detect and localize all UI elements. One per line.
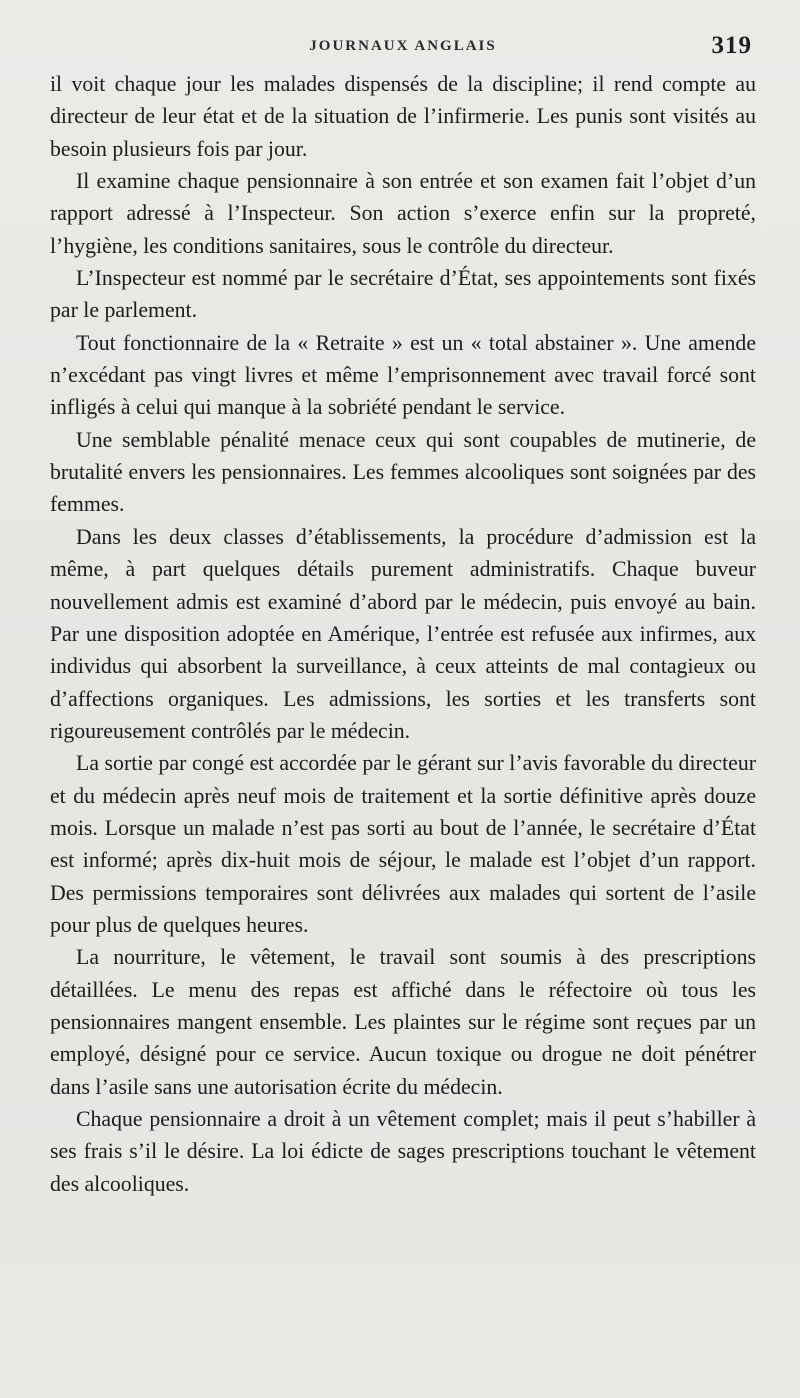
- paragraph-8: La nourriture, le vêtement, le travail sont soumis à des prescriptions détaillées. Le menu des repas est affiché dans le réfectoire où tous les pensionnaires mangent ensemble. Les plaintes sur le régime sont reçues par un employé, désigné pour ce service. Aucun toxique ou drogue ne doit pénétrer dans l’asile sans une autorisation écrite du médecin.: [50, 945, 756, 1099]
- paragraph-3: L’Inspecteur est nommé par le secrétaire d’État, ses appointements sont fixés par le parlement.: [50, 266, 756, 323]
- page-number: 319: [711, 32, 752, 59]
- body-text: [50, 68, 756, 1200]
- paragraph-2: Il examine chaque pensionnaire à son entrée et son examen fait l’objet d’un rapport adressé à l’Inspecteur. Son action s’exerce enfin sur la propreté, l’hygiène, les conditions sanitaires, sous le contrôle du directeur.: [50, 169, 756, 258]
- paragraph-4: Tout fonctionnaire de la « Retraite » est un « total abstainer ». Une amende n’excédant pas vingt livres et même l’emprisonnement avec travail forcé sont infligés à celui qui manque à la sobriété pendant le service.: [50, 330, 756, 420]
- paragraph-5: Une semblable pénalité menace ceux qui sont coupables de mutinerie, de brutalité envers les pensionnaires. Les femmes alcooliques sont soignées par des femmes.: [50, 427, 756, 517]
- paragraph-7: La sortie par congé est accordée par le gérant sur l’avis favorable du directeur et du médecin après neuf mois de traitement et la sortie définitive après douze mois. Lorsque un malade n’est pas sorti au bout de l’année, le secrétaire d’État est informé; après dix-huit mois de séjour, le malade est l’objet d’un rapport. Des permissions temporaires sont délivrées aux malades qui sortent de l’asile pour plus de quelques heures.: [50, 751, 756, 937]
- running-title: JOURNAUX ANGLAIS: [309, 38, 497, 54]
- paragraph-1: il voit chaque jour les malades dispensés de la discipline; il rend compte au directeur de leur état et de la situation de l’infirmerie. Les punis sont visités au besoin plusieurs fois par jour.: [50, 72, 756, 161]
- running-head: [50, 28, 756, 68]
- paragraph-9: Chaque pensionnaire a droit à un vêtement complet; mais il peut s’habiller à ses frais s’il le désire. La loi édicte de sages prescriptions touchant le vêtement des alcooliques.: [50, 1107, 756, 1196]
- paragraph-6: Dans les deux classes d’établissements, la procédure d’admission est la même, à part quelques détails purement administratifs. Chaque buveur nouvellement admis est examiné d’abord par le médecin, puis envoyé au bain. Par une disposition adoptée en Amérique, l’entrée est refusée aux infirmes, aux individus qui absorbent la surveillance, à ceux atteints de mal contagieux ou d’affections organiques. Les admissions, les sorties et les transferts sont rigoureusement contrôlés par le médecin.: [50, 524, 756, 743]
